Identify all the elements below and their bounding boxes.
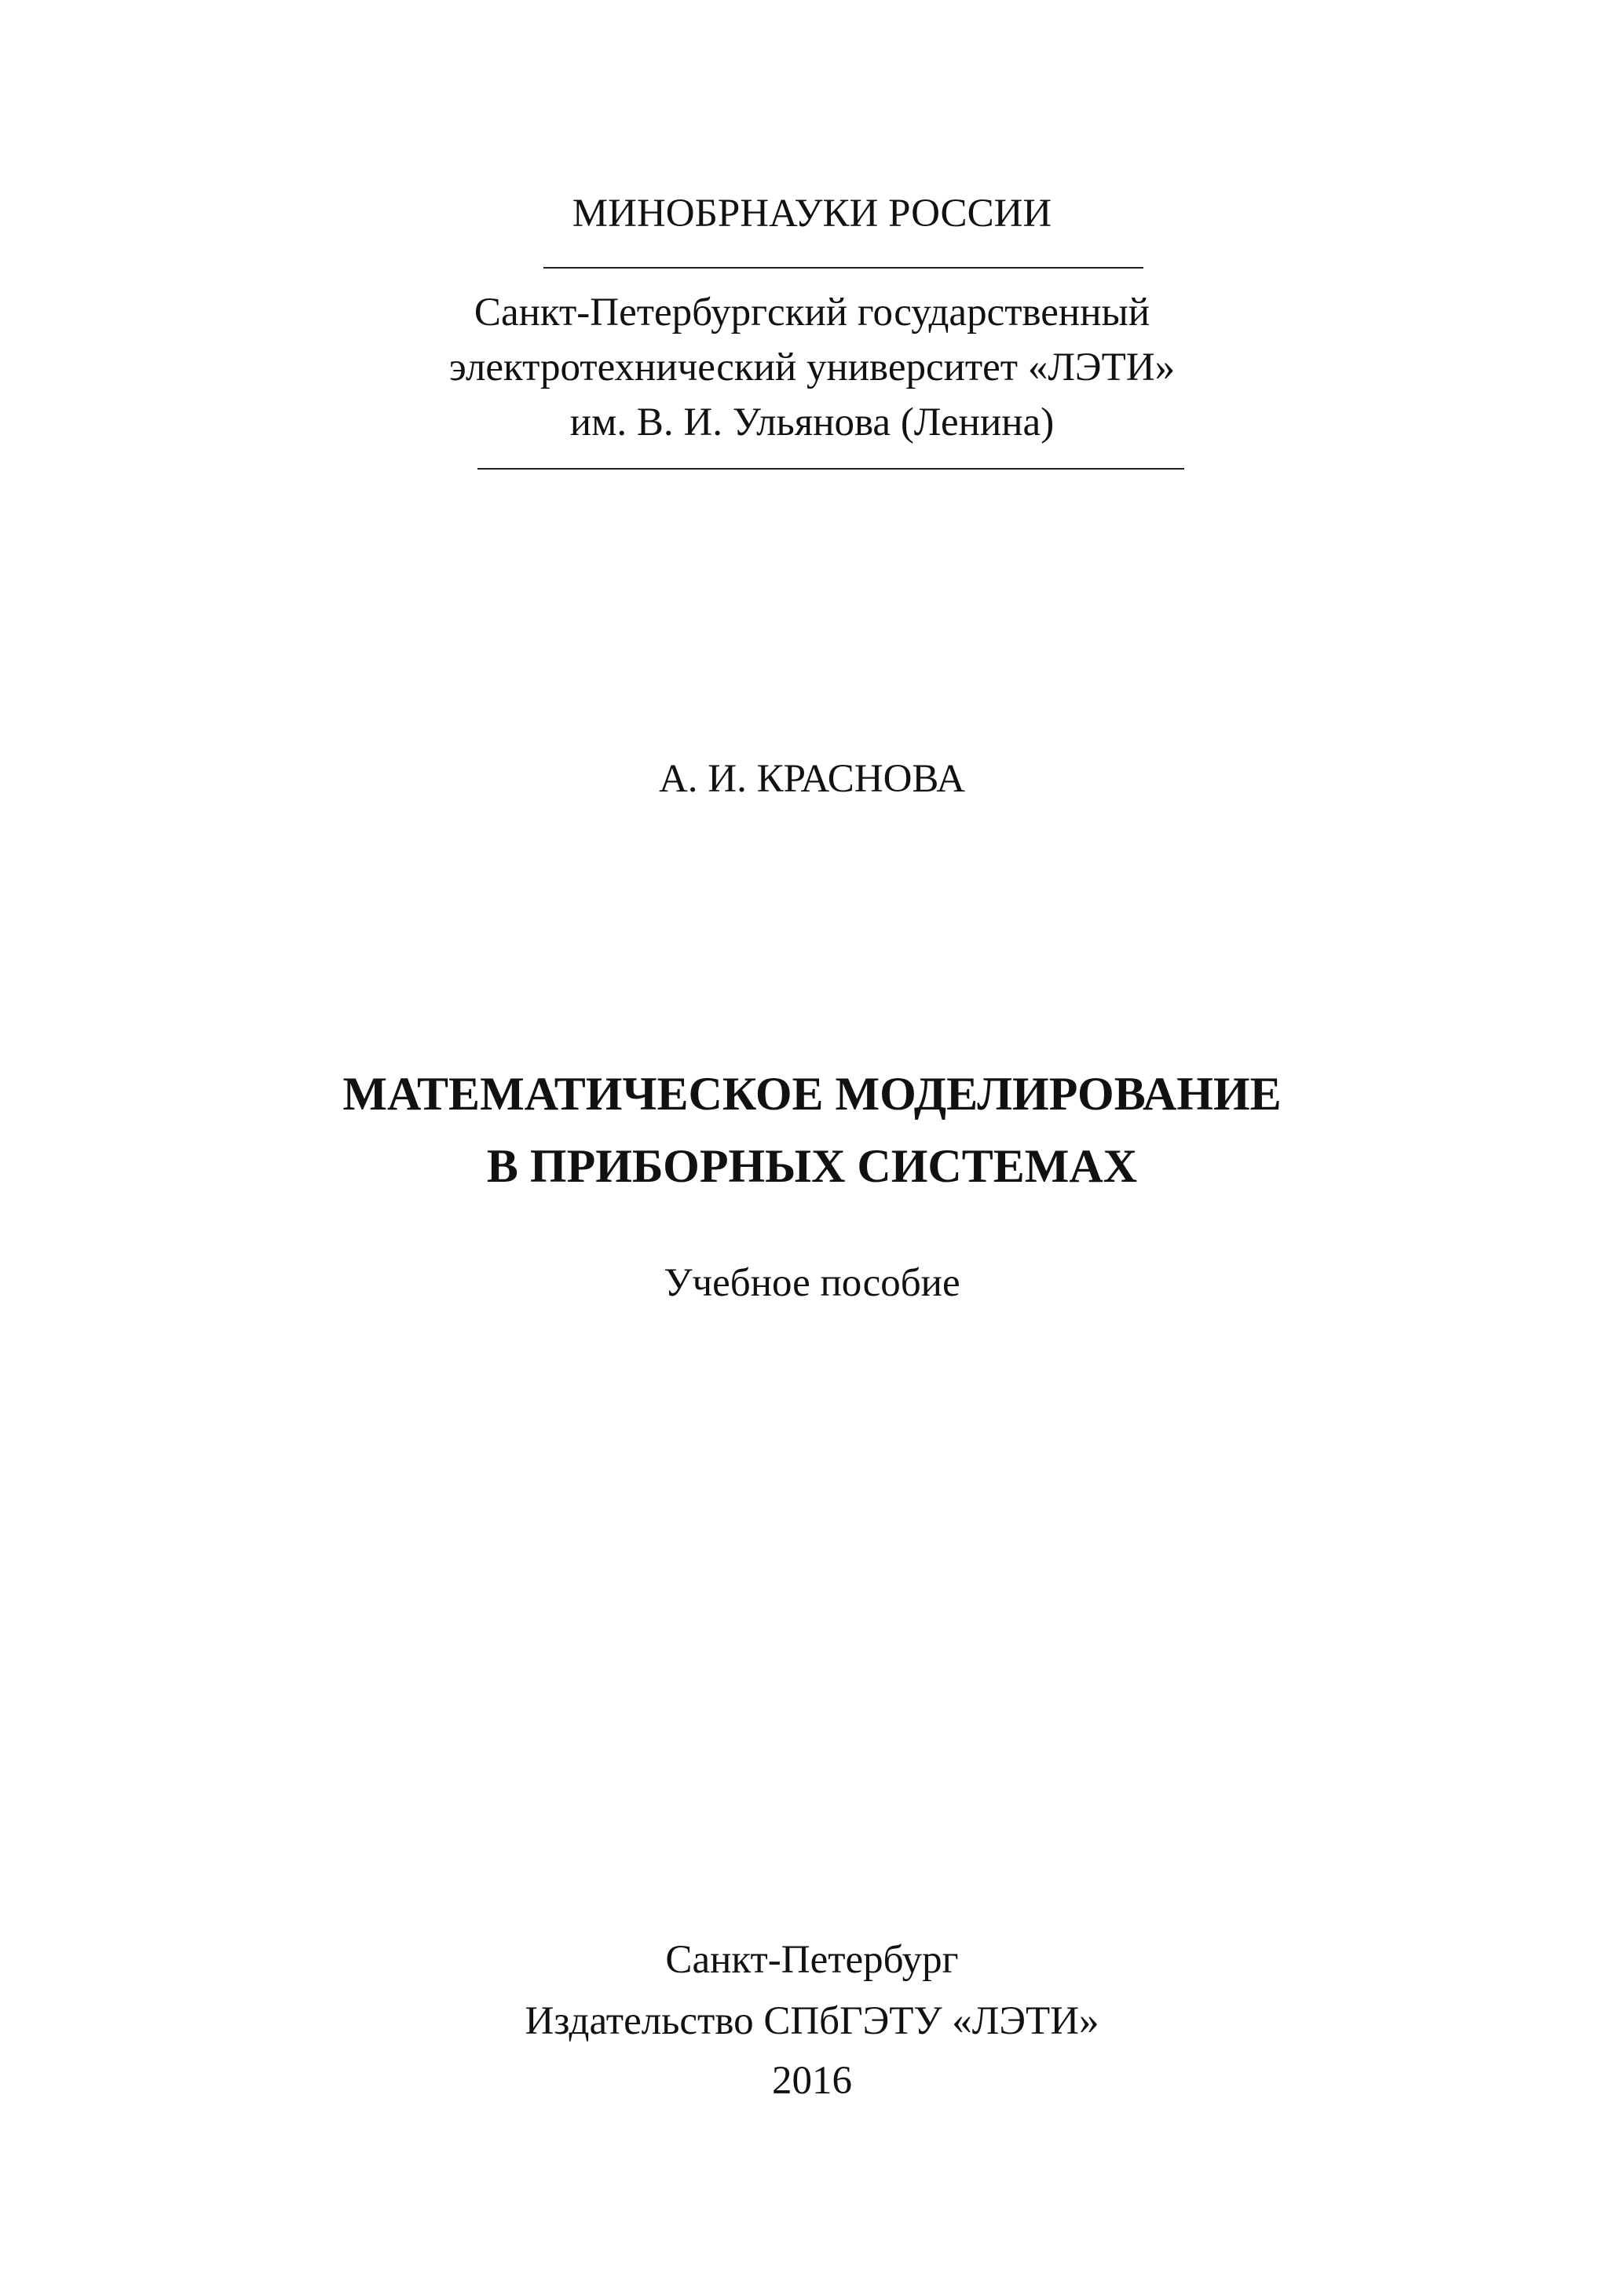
header-divider-bottom <box>477 468 1184 470</box>
book-title-line-1: МАТЕМАТИЧЕСКОЕ МОДЕЛИРОВАНИЕ <box>342 1068 1282 1120</box>
imprint-year: 2016 <box>772 2059 852 2103</box>
university-name-line-3: им. В. И. Ульянова (Ленина) <box>569 400 1055 444</box>
university-name-line-1: Санкт-Петербургский государственный <box>474 291 1150 335</box>
book-subtitle: Учебное пособие <box>664 1261 960 1305</box>
imprint-publisher: Издательство СПбГЭТУ «ЛЭТИ» <box>525 1999 1099 2043</box>
book-title-line-2: В ПРИБОРНЫХ СИСТЕМАХ <box>486 1140 1138 1192</box>
imprint-city: Санкт-Петербург <box>665 1938 959 1982</box>
ministry-name: МИНОБРНАУКИ РОССИИ <box>572 192 1052 236</box>
header-divider-top <box>543 267 1143 269</box>
university-name-line-2: электротехнический университет «ЛЭТИ» <box>448 345 1176 389</box>
author-name: А. И. КРАСНОВА <box>658 757 966 801</box>
